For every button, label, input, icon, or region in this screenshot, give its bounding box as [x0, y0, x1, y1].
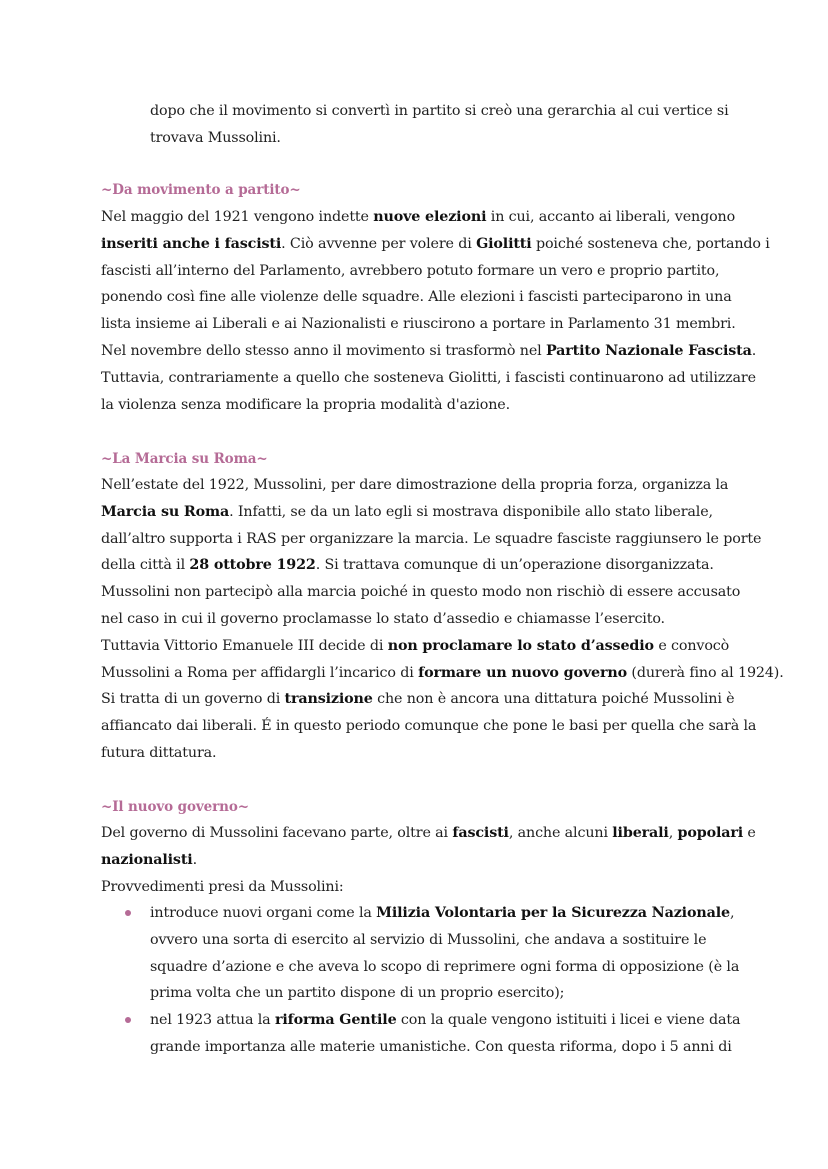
bold-term: 28 ottobre 1922: [189, 557, 316, 574]
text-line: Del governo di Mussolini facevano parte, oltre ai fascisti, anche alcuni liberali, popolari e: [101, 825, 756, 841]
bold-term: non proclamare lo stato d’assedio: [387, 637, 654, 654]
text-line: Nel novembre dello stesso anno il movimento si trasformò nel Partito Nazionale Fascista.: [101, 342, 757, 359]
text-line: Tuttavia Vittorio Emanuele III decide di non proclamare lo stato d’assedio e convocò: [101, 637, 730, 654]
text-line: Mussolini non partecipò alla marcia poiché in questo modo non rischiò di essere accusato: [101, 584, 741, 601]
bold-term: Giolitti: [476, 235, 532, 252]
section-heading-il-nuovo-governo: ~Il nuovo governo~: [101, 799, 249, 815]
text-line: ponendo così fine alle violenze delle squadre. Alle elezioni i fascisti parteciparono in una: [101, 289, 732, 306]
text-line: la violenza senza modificare la propria modalità d'azione.: [101, 396, 510, 413]
section-heading-da-movimento-a-partito: ~Da movimento a partito~: [101, 182, 301, 198]
section-paragraph: [101, 204, 770, 418]
bold-term: formare un nuovo governo: [418, 664, 627, 681]
measures-list: [101, 900, 741, 1061]
text-line: Marcia su Roma. Infatti, se da un lato egli si mostrava disponibile allo stato liberale,: [101, 503, 713, 520]
text-line: Nell’estate del 1922, Mussolini, per dare dimostrazione della propria forza, organizza la: [101, 477, 729, 493]
section-heading-la-marcia-su-roma: ~La Marcia su Roma~: [101, 451, 268, 467]
text-line: nel 1923 attua la riforma Gentile con la quale vengono istituiti i licei e viene data: [150, 1012, 741, 1029]
bold-term: Milizia Volontaria per la Sicurezza Nazionale: [376, 905, 730, 921]
intro-paragraph: [150, 98, 740, 152]
text-line: Nel maggio del 1921 vengono indette nuove elezioni in cui, accanto ai liberali, vengono: [101, 209, 736, 225]
bold-term: liberali: [612, 825, 669, 841]
bold-term: riforma Gentile: [274, 1012, 397, 1029]
bold-term: fascisti: [452, 825, 509, 841]
bold-term: transizione: [284, 691, 373, 708]
text-line: Tuttavia, contrariamente a quello che sosteneva Giolitti, i fascisti continuarono ad utilizzare: [101, 369, 756, 386]
text-line: nazionalisti.: [101, 851, 197, 868]
section-paragraph: [101, 472, 784, 767]
bold-term: nazionalisti: [101, 851, 193, 868]
bold-term: Partito Nazionale Fascista: [545, 342, 752, 359]
text-line: inseriti anche i fascisti. Ciò avvenne per volere di Giolitti poiché sosteneva che, portando i: [101, 235, 770, 252]
text-line: fascisti all’interno del Parlamento, avrebbero potuto formare un vero e proprio partito,: [101, 262, 720, 279]
text-line: grande importanza alle materie umanistiche. Con questa riforma, dopo i 5 anni di: [150, 1038, 732, 1055]
bold-term: nuove elezioni: [373, 209, 487, 225]
text-line: dall’altro supporta i RAS per organizzare la marcia. Le squadre fasciste raggiunsero le porte: [101, 530, 762, 547]
text-line: futura dittatura.: [101, 744, 217, 761]
bullet-dot-icon: [125, 1017, 131, 1023]
text-line: squadre d’azione e che aveva lo scopo di reprimere ogni forma di opposizione (è la: [150, 958, 740, 975]
text-line: prima volta che un partito dispone di un proprio esercito);: [150, 985, 565, 1002]
intro-line: trovava Mussolini.: [150, 129, 281, 146]
text-line: Mussolini a Roma per affidargli l’incarico di formare un nuovo governo (durerà fino al 1924).: [101, 664, 784, 681]
text-line: affiancato dai liberali. É in questo periodo comunque che pone le basi per quella che sarà la: [101, 718, 757, 735]
bold-term: Marcia su Roma: [101, 503, 230, 520]
text-line: introduce nuovi organi come la Milizia Volontaria per la Sicurezza Nazionale,: [150, 905, 735, 921]
bold-term: inseriti anche i fascisti: [101, 235, 282, 252]
text-line: della città il 28 ottobre 1922. Si trattava comunque di un’operazione disorganizzata.: [101, 557, 714, 574]
list-item: [101, 1007, 741, 1061]
list-item: [101, 900, 741, 1007]
intro-line: dopo che il movimento si convertì in partito si creò una gerarchia al cui vertice si: [150, 103, 729, 119]
text-line: ovvero una sorta di esercito al servizio di Mussolini, che andava a sostituire le: [150, 931, 707, 948]
text-line: lista insieme ai Liberali e ai Nazionalisti e riuscirono a portare in Parlamento 31 membri.: [101, 316, 736, 333]
bold-term: popolari: [677, 825, 744, 841]
bullet-dot-icon: [125, 910, 131, 916]
text-line: Provvedimenti presi da Mussolini:: [101, 878, 344, 895]
text-line: nel caso in cui il governo proclamasse lo stato d’assedio e chiamasse l’esercito.: [101, 610, 665, 627]
section-paragraph: [101, 820, 756, 900]
text-line: Si tratta di un governo di transizione che non è ancora una dittatura poiché Mussolini è: [101, 691, 735, 708]
